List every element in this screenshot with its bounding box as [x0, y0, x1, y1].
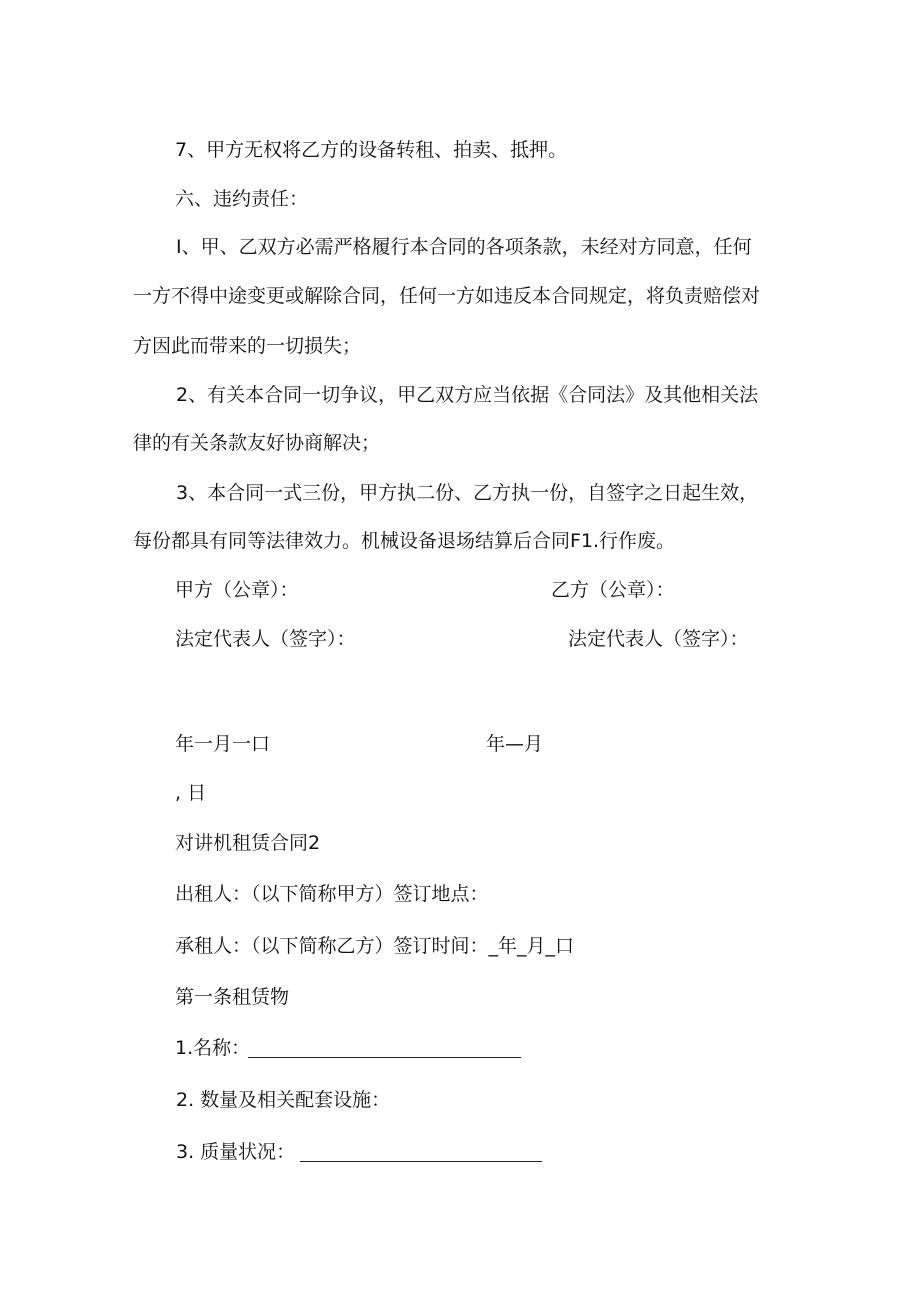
party-a-representative-label: 法定代表人（签字）：	[175, 628, 356, 650]
article-1-heading: 第一条租赁物	[175, 986, 290, 1008]
party-b-representative-label: 法定代表人（签字）：	[568, 628, 749, 650]
clause-7-text: 7、甲方无权将乙方的设备转租、拍卖、抵押。	[175, 139, 568, 161]
breach-clause-2-line-1: 2、有关本合同一切争议，甲乙双方应当依据《合同法》及其他相关法	[176, 384, 759, 406]
party-a-seal-label: 甲方（公章）：	[175, 579, 299, 601]
item-name-label: 1.名称：	[175, 1037, 251, 1059]
day-suffix-text: , 日	[175, 782, 207, 804]
party-a-date-text: 年一月一口	[175, 733, 271, 755]
party-b-seal-label: 乙方（公章）：	[551, 579, 675, 601]
breach-clause-3-line-2: 每份都具有同等法律效力。机械设备退场结算后合同F1.行作废。	[133, 530, 676, 552]
party-b-date-text: 年—月	[486, 733, 544, 755]
lessor-line: 出租人：（以下简称甲方）签订地点：	[175, 883, 489, 905]
quantity-label: 2. 数量及相关配套设施：	[176, 1089, 391, 1111]
section-6-heading: 六、违约责任：	[175, 188, 309, 210]
item-name-blank	[248, 1057, 521, 1058]
breach-clause-3-line-1: 3、本合同一式三份，甲方执二份、乙方执一份，自签字之日起生效，	[176, 482, 759, 504]
contract-2-title: 对讲机租赁合同2	[175, 832, 321, 854]
quality-label: 3. 质量状况：	[176, 1141, 296, 1163]
breach-clause-1-line-1: I、甲、乙双方必需严格履行本合同的各项条款，未经对方同意，任何	[176, 236, 752, 258]
breach-clause-1-line-2: 一方不得中途变更或解除合同，任何一方如违反本合同规定，将负责赔偿对	[133, 285, 761, 307]
breach-clause-1-line-3: 方因此而带来的一切损失；	[133, 335, 362, 357]
quality-blank	[300, 1161, 542, 1162]
breach-clause-2-line-2: 律的有关条款友好协商解决；	[133, 432, 381, 454]
lessee-line: 承租人：（以下简称乙方）签订时间：_年_月_口	[175, 935, 575, 957]
